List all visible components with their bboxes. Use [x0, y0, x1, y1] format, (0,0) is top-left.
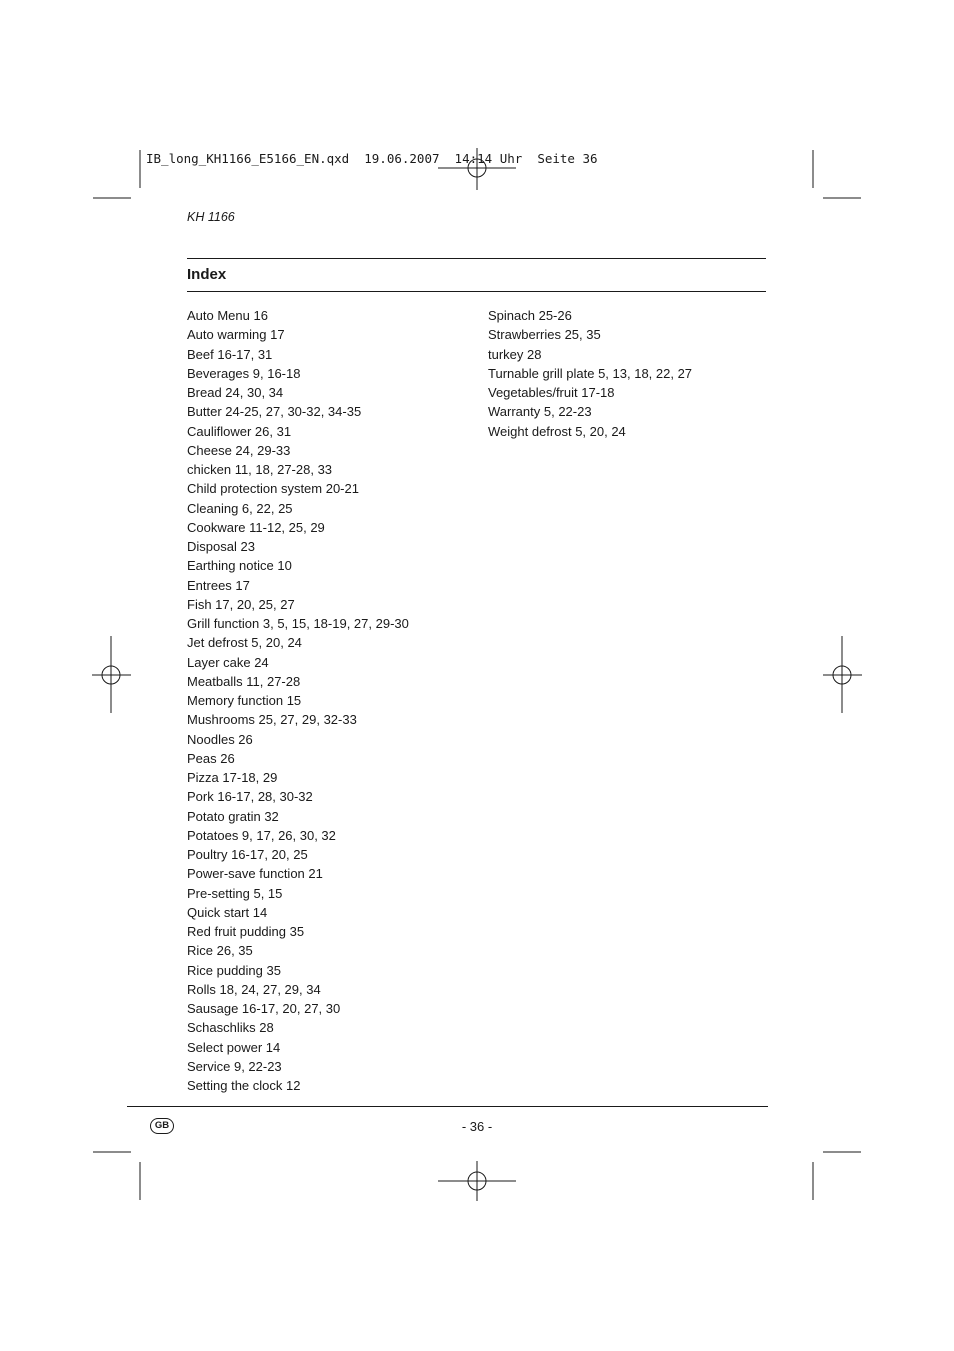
index-entry: Turnable grill plate 5, 13, 18, 22, 27: [488, 365, 693, 381]
index-entry: Memory function 15: [187, 693, 302, 708]
index-entry: Child protection system 20-21: [187, 481, 359, 497]
index-entry: Weight defrost 5, 20, 24: [488, 423, 626, 439]
index-entry: Cleaning 6, 22, 25: [187, 500, 293, 516]
index-entry: Poultry 16-17, 20, 25: [187, 847, 308, 862]
footer-rule: [127, 1106, 768, 1107]
index-entry: Potato gratin 32: [187, 808, 279, 824]
index-entry: Fish 17, 20, 25, 27: [187, 596, 295, 612]
index-right-column: [488, 306, 692, 441]
index-entry: Potatoes 9, 17, 26, 30, 32: [187, 827, 336, 843]
index-entry: Rice pudding 35: [187, 962, 281, 978]
index-entry: Pre-setting 5, 15: [187, 885, 283, 901]
index-entry: Bread 24, 30, 34: [187, 385, 284, 400]
index-entry: Cookware 11-12, 25, 29: [187, 519, 325, 535]
language-badge: GB: [150, 1118, 174, 1134]
index-entry: Mushrooms 25, 27, 29, 32-33: [187, 712, 357, 728]
index-entry: Spinach 25-26: [488, 308, 572, 323]
index-entry: chicken 11, 18, 27-28, 33: [187, 462, 333, 477]
index-entry: Strawberries 25, 35: [488, 327, 601, 343]
index-entry: Disposal 23: [187, 539, 255, 554]
index-entry: Peas 26: [187, 750, 235, 766]
index-entry: Cauliflower 26, 31: [187, 423, 292, 439]
page-title: Index: [187, 266, 227, 283]
index-entry: Quick start 14: [187, 904, 268, 920]
index-entry: Beef 16-17, 31: [187, 346, 273, 362]
index-entry: Vegetables/fruit 17-18: [488, 385, 615, 400]
index-entry: Pork 16-17, 28, 30-32: [187, 789, 313, 805]
index-entry: Auto warming 17: [187, 327, 285, 343]
index-entry: Pizza 17-18, 29: [187, 770, 278, 785]
index-entry: turkey 28: [488, 346, 542, 362]
index-entry: Auto Menu 16: [187, 308, 268, 323]
index-entry: Meatballs 11, 27-28: [187, 673, 301, 689]
index-entry: Rolls 18, 24, 27, 29, 34: [187, 981, 321, 997]
index-entry: Sausage 16-17, 20, 27, 30: [187, 1001, 341, 1016]
index-entry: Entrees 17: [187, 577, 250, 593]
index-entry: Warranty 5, 22-23: [488, 404, 592, 420]
index-entry: Power-save function 21: [187, 866, 323, 882]
index-entry: Setting the clock 12: [187, 1078, 301, 1093]
index-left-column: [187, 306, 409, 1095]
model-number: KH 1166: [187, 210, 235, 224]
index-entry: Beverages 9, 16-18: [187, 365, 301, 381]
title-top-rule: [187, 258, 766, 259]
page-number: - 36 -: [461, 1119, 493, 1134]
print-slug: IB_long_KH1166_E5166_EN.qxd 19.06.2007 14:14 Uhr Seite 36: [146, 151, 598, 166]
index-entry: Butter 24-25, 27, 30-32, 34-35: [187, 404, 362, 420]
index-entry: Grill function 3, 5, 15, 18-19, 27, 29-30: [187, 616, 409, 631]
index-entry: Cheese 24, 29-33: [187, 442, 291, 458]
index-entry: Select power 14: [187, 1039, 281, 1055]
index-entry: Layer cake 24: [187, 654, 269, 670]
index-entry: Jet defrost 5, 20, 24: [187, 635, 302, 651]
index-entry: Noodles 26: [187, 731, 253, 747]
index-entry: Rice 26, 35: [187, 943, 253, 959]
index-entry: Service 9, 22-23: [187, 1058, 282, 1074]
index-entry: Schaschliks 28: [187, 1020, 274, 1036]
title-bottom-rule: [187, 291, 766, 292]
index-entry: Red fruit pudding 35: [187, 924, 305, 939]
index-entry: Earthing notice 10: [187, 558, 292, 574]
